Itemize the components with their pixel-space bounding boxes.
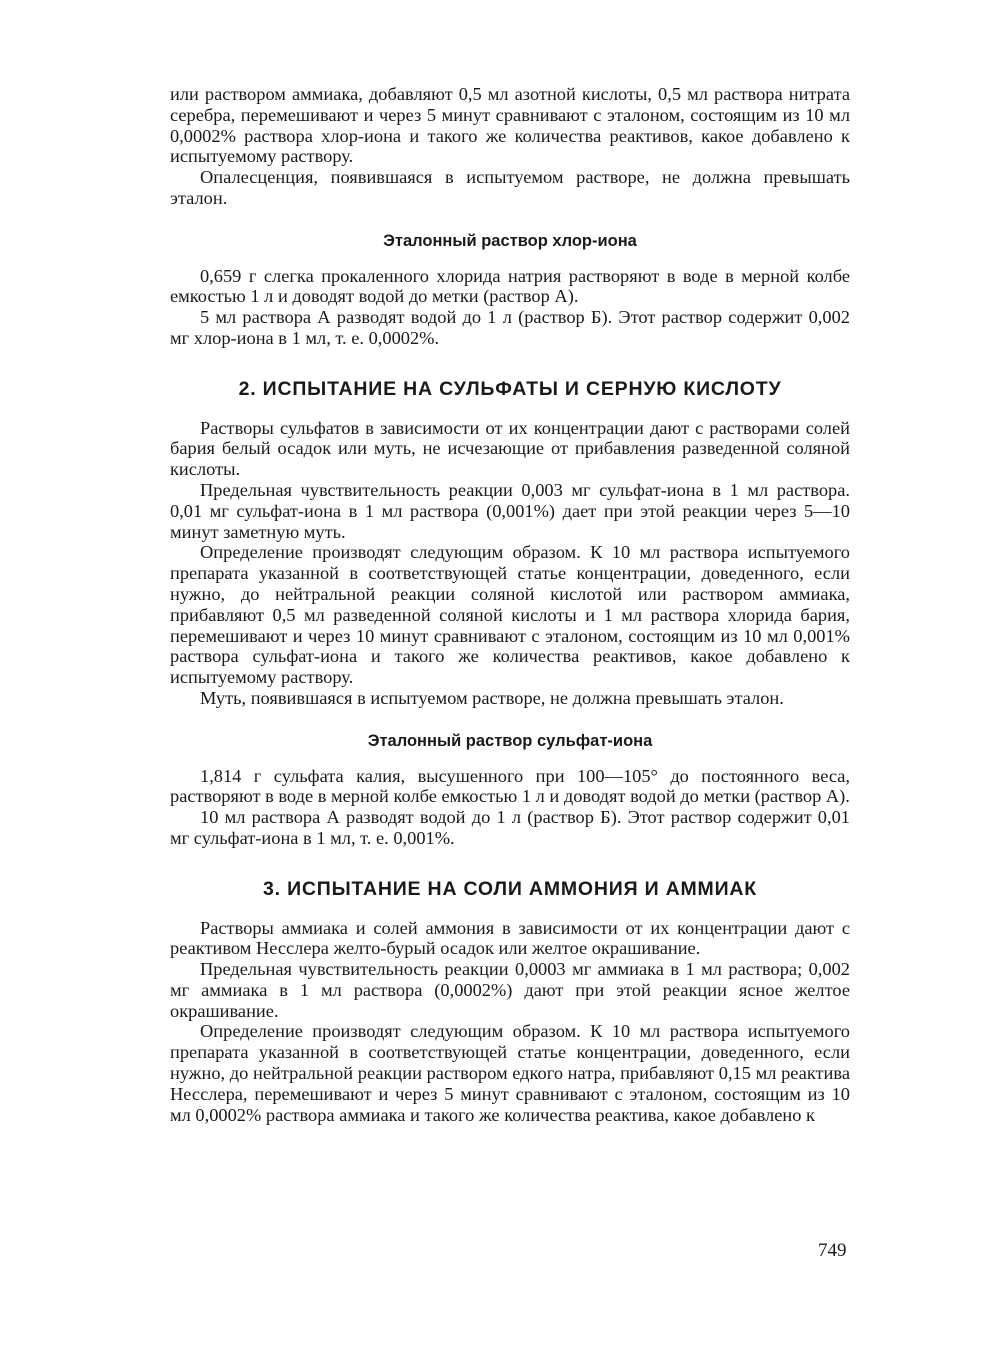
paragraph: Определение производят следующим образом. К 10 мл раствора испытуемого препарата указанной в соответствующей статье концентрации, доведенного, если нужно, до нейтральной реакции соляной кислотой или раствором аммиака, прибавляют 0,5 мл разведенной соляной кислоты и 1 мл раствора хлорида бария, перемешивают и через 10 минут сравнивают с эталоном, состоящим из 10 мл 0,001% раствора сульфат-иона и такого же количества реактивов, какое добавлено к испытуемому раствору. <box>170 542 850 688</box>
paragraph: Предельная чувствительность реакции 0,003 мг сульфат-иона в 1 мл раствора. 0,01 мг сульфат-иона в 1 мл раствора (0,001%) дает при этой реакции через 5—10 минут заметную муть. <box>170 479 850 542</box>
subheading-sulfate-standard: Эталонный раствор сульфат-иона <box>367 731 653 750</box>
paragraph: 5 мл раствора А разводят водой до 1 л (раствор Б). Этот раствор содержит 0,002 мг хлор-иона в 1 мл, т. е. 0,0002%. <box>170 307 850 348</box>
section-heading-ammonium: 3. ИСПЫТАНИЕ НА СОЛИ АММОНИЯ И АММИАК <box>262 877 758 900</box>
paragraph: Растворы сульфатов в зависимости от их концентрации дают с растворами солей бария белый осадок или муть, не исчезающие от прибавления разведенной соляной кислоты. <box>170 417 850 480</box>
paragraph: 0,659 г слегка прокаленного хлорида натрия растворяют в воде в мерной колбе емкостью 1 л и доводят водой до метки (раствор А). <box>170 265 850 307</box>
page-content <box>170 84 850 1125</box>
paragraph: Опалесценция, появившаяся в испытуемом растворе, не должна превышать эталон. <box>170 167 850 208</box>
paragraph: Растворы аммиака и солей аммония в зависимости от их концентрации дают с реактивом Несслера желто-бурый осадок или желтое окрашивание. <box>170 917 850 959</box>
page-number: 749 <box>818 1240 847 1261</box>
section-heading-sulfates: 2. ИСПЫТАНИЕ НА СУЛЬФАТЫ И СЕРНУЮ КИСЛОТУ <box>238 377 782 400</box>
subheading-chloride-standard: Эталонный раствор хлор-иона <box>383 231 637 250</box>
paragraph: Предельная чувствительность реакции 0,0003 мг аммиака в 1 мл раствора; 0,002 мг аммиака в 1 мл раствора (0,0002%) дают при этой реакции ясное желтое окрашивание. <box>170 959 850 1021</box>
paragraph: 1,814 г сульфата калия, высушенного при 100—105° до постоянного веса, растворяют в воде в мерной колбе емкостью 1 л и доводят водой до метки (раствор А). <box>170 765 850 807</box>
paragraph: Определение производят следующим образом. К 10 мл раствора испытуемого препарата указанной в соответствующей статье концентрации, доведенного, если нужно, до нейтральной реакции раствором едкого натра, прибавляют 0,15 мл реактива Несслера, перемешивают и через 5 минут сравнивают с эталоном, состоящим из 10 мл 0,0002% раствора аммиака и такого же количества реактива, какое добавлено к <box>170 1021 850 1125</box>
paragraph: Муть, появившаяся в испытуемом растворе, не должна превышать эталон. <box>200 687 784 708</box>
paragraph: или раствором аммиака, добавляют 0,5 мл азотной кислоты, 0,5 мл раствора нитрата серебра, перемешивают и через 5 минут сравнивают с эталоном, состоящим из 10 мл 0,0002% раствора хлор-иона и такого же количества реактивов, какое добавлено к испытуемому раствору. <box>170 84 850 167</box>
paragraph: 10 мл раствора А разводят водой до 1 л (раствор Б). Этот раствор содержит 0,01 мг сульфат-иона в 1 мл, т. е. 0,001%. <box>170 807 850 848</box>
